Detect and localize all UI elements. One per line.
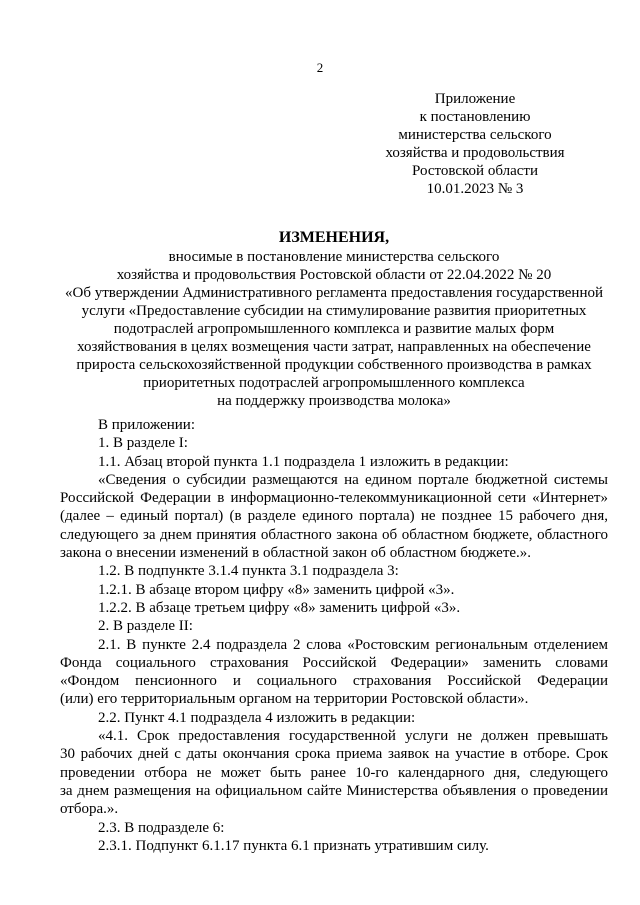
- title-line: хозяйствования в целях возмещения части затрат, направленных на обеспечение: [77, 339, 591, 355]
- title-line: услуги «Предоставление субсидии на стимулирование развития приоритетных: [81, 303, 587, 319]
- document-heading: ИЗМЕНЕНИЯ,: [278, 229, 390, 246]
- document-title-block: [60, 228, 608, 410]
- body-line: 2. В разделе II:: [98, 618, 193, 635]
- body-line: В приложении:: [98, 417, 195, 433]
- body-line: 2.2. Пункт 4.1 подраздела 4 изложить в редакции:: [98, 709, 416, 726]
- title-line: прироста сельскохозяйственной продукции собственного производства в рамках: [76, 357, 592, 373]
- body-line: 1.1. Абзац второй пункта 1.1 подраздела 1 изложить в редакции:: [98, 453, 509, 470]
- body-line: 1.2.2. В абзаце третьем цифру «8» заменить цифрой «3».: [98, 599, 461, 616]
- body-line: проведении отбора не может быть ранее 10-го календарного дня, следующего: [60, 764, 608, 781]
- appendix-line: к постановлению: [419, 109, 531, 125]
- appendix-line: хозяйства и продовольствия: [385, 145, 565, 161]
- body-line: 1.2.1. В абзаце втором цифру «8» заменить цифрой «3».: [98, 581, 455, 598]
- body-line: 2.3. В подразделе 6:: [98, 819, 225, 836]
- body-line: «Фондом пенсионного и социального страхования Российской Федерации: [60, 673, 608, 690]
- body-line: отбора.».: [60, 801, 119, 818]
- appendix-line: Приложение: [434, 91, 516, 107]
- body-line: Фонда социального страхования Российской Федерации» заменить словами: [60, 654, 608, 671]
- page-number: 2: [316, 60, 324, 75]
- body-line: Российской Федерации в информационно-телекоммуникационной сети «Интернет»: [60, 490, 608, 507]
- body-line: 1. В разделе I:: [98, 435, 188, 452]
- body-line: (или) его территориальным органом на территории Ростовской области».: [60, 691, 529, 708]
- body-line: 2.1. В пункте 2.4 подраздела 2 слова «Ростовским региональным отделением: [98, 636, 608, 653]
- title-line: на поддержку производства молока»: [217, 393, 451, 409]
- body-line: «4.1. Срок предоставления государственной услуги не должен превышать: [98, 728, 608, 745]
- body-line: 2.3.1. Подпункт 6.1.17 пункта 6.1 признать утратившим силу.: [98, 837, 489, 854]
- body-line: «Сведения о субсидии размещаются на едином портале бюджетной системы: [98, 471, 608, 488]
- title-line: вносимые в постановление министерства сельского: [168, 249, 500, 265]
- appendix-line: Ростовской области: [412, 163, 538, 179]
- title-line: подотраслей агропромышленного комплекса и развитие малых форм: [113, 321, 555, 337]
- title-line: приоритетных подотраслей агропромышленного комплекса: [143, 375, 525, 391]
- document-body: [60, 416, 608, 855]
- title-line: хозяйства и продовольствия Ростовской области от 22.04.2022 № 20: [116, 267, 552, 283]
- appendix-block: [360, 90, 590, 198]
- appendix-line: министерства сельского: [398, 127, 552, 143]
- body-line: (далее – единый портал) (в разделе единого портала) не позднее 15 рабочего дня,: [60, 508, 608, 525]
- title-line: «Об утверждении Административного регламента предоставления государственной: [64, 285, 604, 301]
- body-line: за днем размещения на официальном сайте Министерства объявления о проведении: [60, 782, 608, 799]
- body-line: 30 рабочих дней с даты окончания срока приема заявок на участие в отборе. Срок: [60, 746, 608, 763]
- appendix-date-number: 10.01.2023 № 3: [426, 181, 524, 197]
- body-line: 1.2. В подпункте 3.1.4 пункта 3.1 подраздела 3:: [98, 563, 399, 580]
- body-line: закона о внесении изменений в областной закон об областном бюджете.».: [60, 545, 532, 562]
- body-line: следующего за днем принятия областного закона об областном бюджете, областного: [60, 526, 608, 543]
